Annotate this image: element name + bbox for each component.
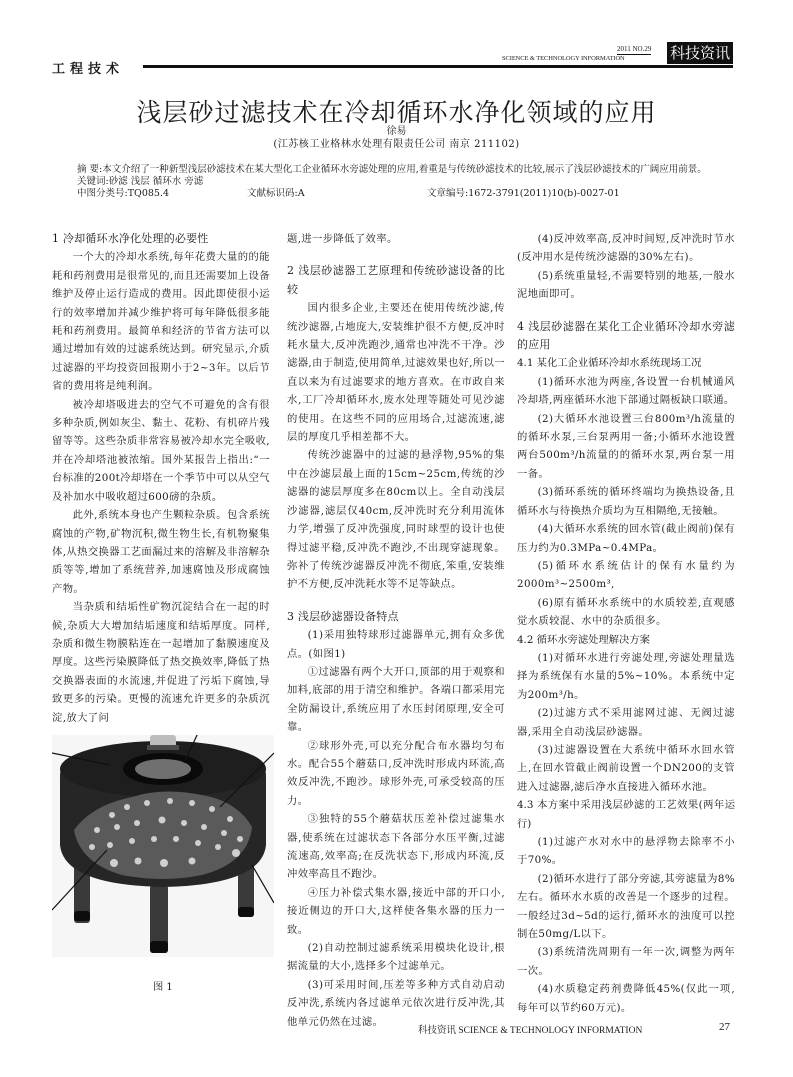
paragraph: 国内很多企业,主要还在使用传统沙滤,传统沙滤器,占地庞大,安装维护很不方便,反冲时耗水量大,反冲洗跑沙,通常也冲洗不干净。沙滤器,由于制造,使用简单,过滤效果也好,所以一直以来为有过滤要求的地方喜欢。在市政自来水,工厂冷却循环水,废水处理等随处可见沙滤的使用。在这些不同的应用场合,过滤流速,滤层的厚度几乎相差都不大。 xyxy=(287,302,505,444)
paragraph: (2)循环水进行了部分旁滤,其旁滤量为8%左右。循环水水质的改善是一个逐步的过程。一般经过3d~5d的运行,循环水的浊度可以控制在50mg/L以下。 xyxy=(517,872,735,941)
paragraph: (5)系统重量轻,不需要特别的地基,一般水泥地面即可。 xyxy=(517,269,735,301)
section-heading-3: 3 浅层砂滤器设备特点 xyxy=(287,609,399,623)
article-number: 文章编号:1672-3791(2011)10(b)-0027-01 xyxy=(427,188,620,199)
paragraph: 当杂质和结垢性矿物沉淀结合在一起的时候,杂质大大增加结垢速度和结垢厚度。同样,杂质和微生物膜粘连在一起增加了黏膜速度及厚度。这些污染膜降低了热交换效率,降低了热交换器表面的水流速,并促进了污垢下腐蚀,导致更多的污染。更慢的流速允许更多的杂质沉淀,放大了问 xyxy=(52,601,270,724)
subsection-heading-4-2: 4.2 循环水旁滤处理解决方案 xyxy=(517,633,650,646)
column-2 xyxy=(287,230,505,1031)
paragraph: ④压力补偿式集水器,接近中部的开口小,接近侧边的开口大,这样使各集水器的压力一致。 xyxy=(287,886,505,936)
paragraph: (1)采用独特球形过滤器单元,拥有众多优点。(如图1) xyxy=(287,629,505,660)
document-code: 文献标识码:A xyxy=(247,188,305,199)
journal-logo: 科技资讯 xyxy=(667,42,733,64)
paragraph: (2)过滤方式不采用滤网过滤、无阀过滤器,采用全自动浅层砂滤器。 xyxy=(517,707,735,738)
figure-1-filter-illustration xyxy=(52,735,274,957)
page-number: 27 xyxy=(719,1021,730,1033)
subsection-heading-4-1: 4.1 某化工企业循环冷却水系统现场工况 xyxy=(517,357,702,370)
paragraph: 传统沙滤器中的过滤的悬浮物,95%的集中在沙滤层最上面的15cm~25cm,传统的沙滤器的滤层厚度多在80cm以上。全自动浅层沙滤器,滤层仅40cm,反冲洗时充分利用流体力学,增强了反冲洗强度,同时球型的设计也使得过滤平稳,反冲洗不跑沙,不出现穿滤现象。弥补了传统沙滤器反冲洗不彻底,笨重,安装维护不方便,反冲洗耗水等不足等缺点。 xyxy=(287,449,505,591)
paragraph: 此外,系统本身也产生颗粒杂质。包含系统腐蚀的产物,矿物沉积,微生物生长,有机物聚集体,从热交换器工艺面漏过来的溶解及非溶解杂质等等,增加了系统营养,加速腐蚀及形成腐蚀产物。 xyxy=(52,509,270,595)
keywords: 关键词:砂滤 浅层 循环水 旁滤 xyxy=(77,176,204,187)
paragraph: (2)自动控制过滤系统采用模块化设计,根据流量的大小,选择多个过滤单元。 xyxy=(287,942,505,973)
paragraph: (1)循环水池为两座,各设置一台机械通风冷却塔,两座循环水池下部通过隔板缺口联通。 xyxy=(517,375,735,407)
journal-name-en: SCIENCE & TECHNOLOGY INFORMATION xyxy=(502,55,625,62)
paragraph: (1)过滤产水对水中的悬浮物去除率不小于70%。 xyxy=(517,836,735,867)
shallow-sand-filter-image xyxy=(52,735,274,957)
issue-number: 2011 NO.29 xyxy=(617,45,652,53)
figure-caption: 图 1 xyxy=(153,982,173,993)
column-3 xyxy=(517,230,735,1017)
section-heading-2: 2 浅层砂滤器工艺原理和传统砂滤设备的比较 xyxy=(287,264,505,296)
paragraph: ①过滤器有两个大开口,顶部的用于观察和加料,底部的用于清空和维护。各端口都采用完全防漏设计,系统应用了水压封闭原理,安全可靠。 xyxy=(287,665,505,734)
paragraph: (3)循环系统的循环终端均为换热设备,且循环水与待换热介质均为互相隔绝,无接触。 xyxy=(517,486,735,517)
abstract: 摘 要:本文介绍了一种新型浅层砂滤技术在某大型化工企业循环水旁滤处理的应用,着重是与传统砂滤技术的比较,展示了浅层砂滤技术的广阔应用前景。 xyxy=(77,164,707,175)
abstract-block xyxy=(77,164,727,200)
paragraph: 一个大的冷却水系统,每年花费大量的的能耗和药剂费用是很常见的,而且还需要加上设备维护及停止运行造成的费用。因此即使很小运行的效率增加并减少维护将可每年降低很多能耗和药剂费用。最简单和经济的节省方法可以通过增加有效的过滤系统达到。研究显示,介质过滤器的平均投资回报期小于2~3年。以后节省的费用将是纯利润。 xyxy=(52,251,270,393)
paragraph: (4)反冲效率高,反冲时间短,反冲洗时节水(反冲用水是传统沙滤器的30%左右)。 xyxy=(517,233,735,264)
paragraph: (1)对循环水进行旁滤处理,旁滤处理量选择为系统保有水量的5%~10%。本系统中定为200m³/h。 xyxy=(517,651,735,701)
paragraph: (3)可采用时间,压差等多种方式自动启动反冲洗,系统内各过滤单元依次进行反冲洗,其他单元仍然在过滤。 xyxy=(287,978,505,1028)
subsection-heading-4-3: 4.3 本方案中采用浅层砂滤的工艺效果(两年运行) xyxy=(517,799,735,830)
clc-number: 中图分类号:TQ085.4 xyxy=(77,188,170,199)
paragraph: (2)大循环水池设置三台800m³/h流量的的循环水泵,三台泵两用一备;小循环水池设置两台500m³/h流量的的循环水泵,两台泵一用一备。 xyxy=(517,412,735,480)
paragraph: (5)循环水系统估计的保有水量约为2000m³~2500m³, xyxy=(517,559,735,591)
paragraph: (4)水质稳定药剂费降低45%(仅此一项,每年可以节约60万元)。 xyxy=(517,983,735,1014)
paragraph: ②球形外壳,可以充分配合布水器均匀布水。配合55个蘑菇口,反冲洗时形成内环流,高效反冲洗,不跑沙。球形外壳,可承受较高的压力。 xyxy=(287,739,505,807)
author: 徐易 xyxy=(386,126,407,137)
column-1 xyxy=(52,230,270,727)
section-heading-4: 4 浅层砂滤器在某化工企业循环冷却水旁滤的应用 xyxy=(517,319,735,352)
section-heading-1: 1 冷却循环水净化处理的必要性 xyxy=(52,232,209,245)
paragraph: (4)大循环水系统的回水管(截止阀前)保有压力约为0.3MPa~0.4MPa。 xyxy=(517,523,735,554)
header-rule xyxy=(143,65,733,68)
article-title: 浅层砂过滤技术在冷却循环水净化领域的应用 xyxy=(136,97,657,127)
paragraph: 题,进一步降低了效率。 xyxy=(287,233,398,245)
paragraph: (3)系统清洗周期有一年一次,调整为两年一次。 xyxy=(517,946,735,977)
section-tag: 工程技术 xyxy=(52,62,125,77)
paragraph: ③独特的55个蘑菇状压差补偿过滤集水器,使系统在过滤状态下各部分水压平衡,过滤流速高,效率高;在反洗状态下,形成内环流,反冲效率高且不跑沙。 xyxy=(287,813,505,881)
classification-row xyxy=(77,188,727,200)
paragraph: (3)过滤器设置在大系统中循环水回水管上,在回水管截止阀前设置一个DN200的支管进入过滤器,滤后净水直接进入循环水池。 xyxy=(517,743,735,793)
paragraph: (6)原有循环水系统中的水质较差,直观感觉水质较混、水中的杂质很多。 xyxy=(517,596,735,628)
paragraph: 被冷却塔吸进去的空气不可避免的含有很多种杂质,例如灰尘、黏土、花粉、有机碎片残留等等。这些杂质非常容易被冷却水完全吸收,并在冷却塔池被浓缩。国外某报告上指出:“一台标准的200t冷却塔在一个季节中可以从空气及补加水中吸收超过600磅的杂质。 xyxy=(52,398,270,503)
affiliation: (江苏核工业格林水处理有限责任公司 南京 211102) xyxy=(273,139,520,150)
footer-journal-name: 科技资讯 SCIENCE & TECHNOLOGY INFORMATION xyxy=(418,1026,643,1036)
